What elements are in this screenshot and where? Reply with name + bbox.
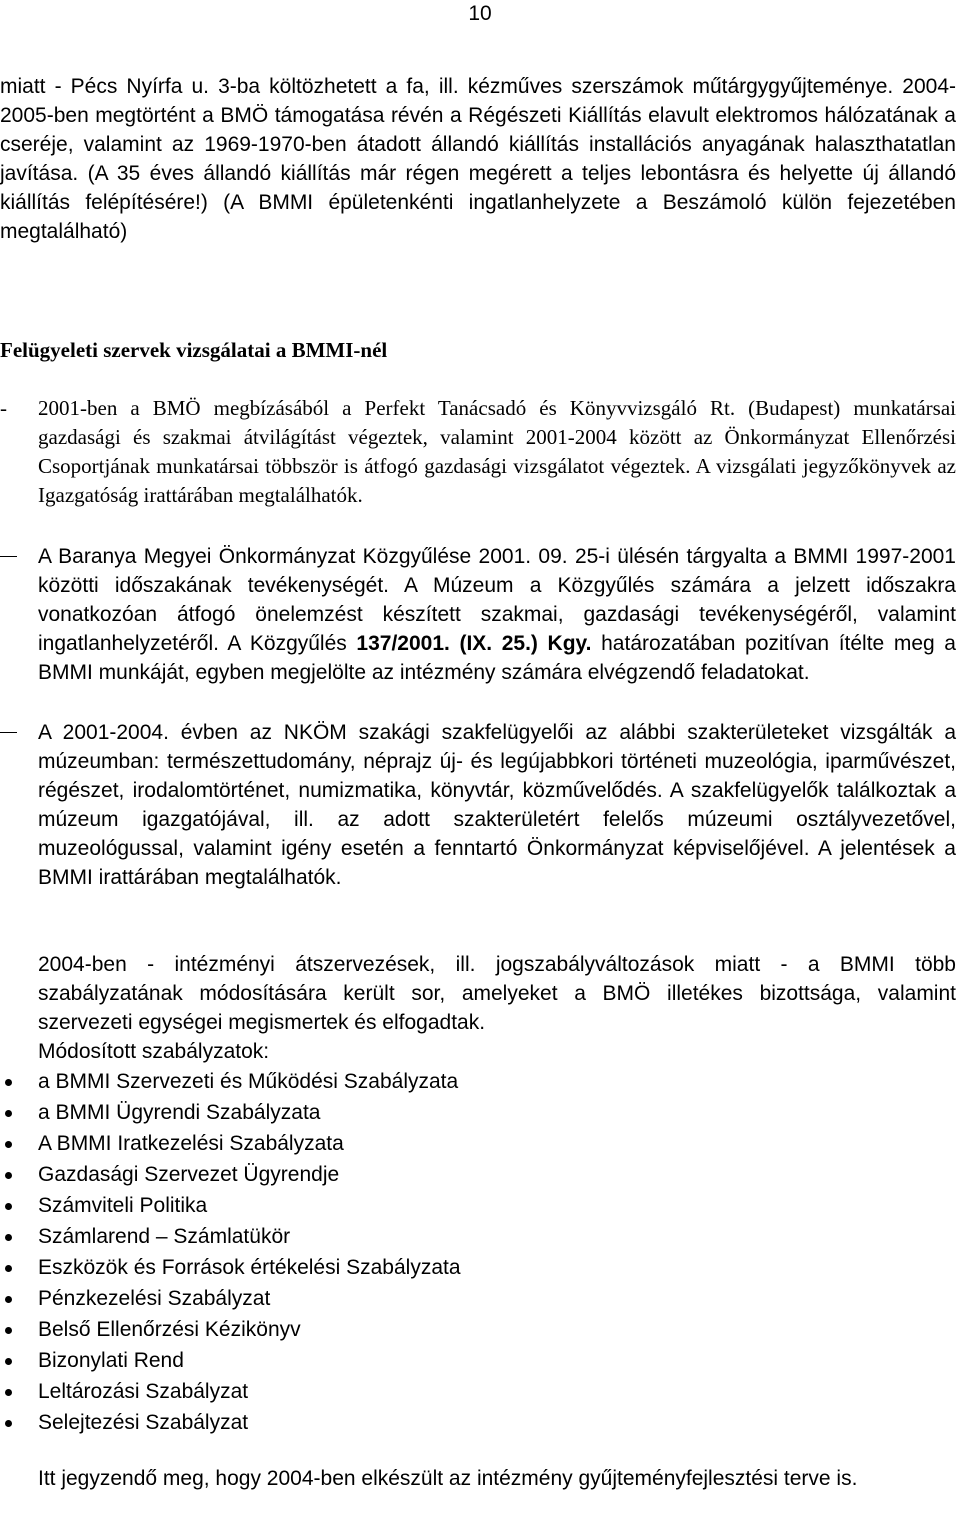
list-item: Belső Ellenőrzési Kézikönyv	[38, 1314, 956, 1345]
bullet-icon	[5, 1172, 12, 1179]
list-item: Gazdasági Szervezet Ügyrendje	[38, 1159, 956, 1190]
list-item-text-before: A Baranya Megyei Önkormányzat Közgyűlése 2001. 09. 25-i ülésén tárgyalta a BMMI 1997-2001 közötti időszakának tevékenységét. A Múzeum a Közgyűlés számára a jelzett időszakra vonatkozóan átfogó önelemzést készített szakmai, gazdasági tevékenységéről, valamint ingatlanhelyzetéről. A Közgyűlés	[38, 545, 956, 655]
closing-paragraph: Itt jegyzendő meg, hogy 2004-ben elkészült az intézmény gyűjteményfejlesztési terve is.	[38, 1467, 858, 1490]
list-item-text: A 2001-2004. évben az NKÖM szakági szakfelügyelői az alábbi szakterületeket vizsgálták a múzeumban: természettudomány, néprajz új- és legújabbkori történeti muzeológia, iparművészet, régészet, irodalomtörténet, numizmatika, könyvtár, közművelődés. A szakfelügyelők találkoztak a múzeum igazgatójával, ill. az adott szakterületért felelős múzeumi osztályvezetővel, muzeológussal, valamint igény esetén a fenntartó Önkormányzat képviselőjével. A jelentések a BMMI irattárában megtalálhatók.	[38, 721, 956, 889]
list-item-text-after: határozatában pozitívan ítélte meg a BMMI munkáját, egyben megjelölte az intézmény számára elvégzendő feladatokat.	[38, 632, 956, 684]
bullet-icon	[5, 1203, 12, 1210]
intro-paragraph: miatt - Pécs Nyírfa u. 3-ba költözhetett a fa, ill. kézműves szerszámok műtárgygyűjteménye. 2004-2005-ben megtörtént a BMÖ támogatása révén a Régészeti Kiállítás elavult elektromos hálózatának a cseréje, valamint az 1969-1970-ben átadott állandó kiállítás installációs anyagának halaszthatatlan javítása. (A 35 éves állandó kiállítás már régen megérett a teljes lebontásra és helyette új állandó kiállítás felépítésére!) (A BMMI épületenkénti ingatlanhelyzete a Beszámoló külön fejezetében megtalálható)	[0, 75, 956, 243]
bullet-icon	[5, 1420, 12, 1427]
list-item-baranya-assembly	[38, 542, 956, 687]
dash-marker	[0, 732, 17, 733]
reorganization-paragraph	[38, 950, 956, 1066]
page-number: 10	[468, 2, 492, 25]
bullet-icon	[5, 1296, 12, 1303]
bullet-icon	[5, 1234, 12, 1241]
list-item: Selejtezési Szabályzat	[38, 1407, 956, 1438]
regulations-list	[38, 1066, 956, 1438]
dash-marker	[0, 556, 17, 557]
list-item: a BMMI Ügyrendi Szabályzata	[38, 1097, 956, 1128]
list-item: Eszközök és Források értékelési Szabályzata	[38, 1252, 956, 1283]
regulations-list-title: Módosított szabályzatok:	[38, 1040, 270, 1063]
hyphen-marker: -	[0, 396, 7, 420]
list-item: a BMMI Szervezeti és Működési Szabályzata	[38, 1066, 956, 1097]
section-heading: Felügyeleti szervek vizsgálatai a BMMI-nél	[0, 338, 388, 362]
bullet-icon	[5, 1327, 12, 1334]
bullet-icon	[5, 1141, 12, 1148]
bullet-icon	[5, 1110, 12, 1117]
resolution-number: 137/2001. (IX. 25.) Kgy.	[356, 632, 592, 655]
list-item: Számlarend – Számlatükör	[38, 1221, 956, 1252]
list-item-perfekt-audit	[0, 394, 956, 510]
bullet-icon	[5, 1265, 12, 1272]
list-item-nkom-inspection	[38, 718, 956, 892]
list-item: Számviteli Politika	[38, 1190, 956, 1221]
list-item: Bizonylati Rend	[38, 1345, 956, 1376]
reorganization-text: 2004-ben - intézményi átszervezések, ill. jogszabályváltozások miatt - a BMMI több szabályzatának módosítására került sor, amelyeket a BMÖ illetékes bizottsága, valamint szervezeti egységei megismertek és elfogadtak.	[38, 953, 956, 1034]
list-item-text: 2001-ben a BMÖ megbízásából a Perfekt Tanácsadó és Könyvvizsgáló Rt. (Budapest) munkatársai gazdasági és szakmai átvilágítást végeztek, valamint 2001-2004 között az Önkormányzat Ellenőrzési Csoportjának munkatársai többször is átfogó gazdasági vizsgálatot végeztek. A vizsgálati jegyzőkönyvek az Igazgatóság irattárában megtalálhatók.	[38, 396, 956, 507]
list-item: Leltározási Szabályzat	[38, 1376, 956, 1407]
bullet-icon	[5, 1079, 12, 1086]
list-item: Pénzkezelési Szabályzat	[38, 1283, 956, 1314]
bullet-icon	[5, 1389, 12, 1396]
list-item: A BMMI Iratkezelési Szabályzata	[38, 1128, 956, 1159]
bullet-icon	[5, 1358, 12, 1365]
